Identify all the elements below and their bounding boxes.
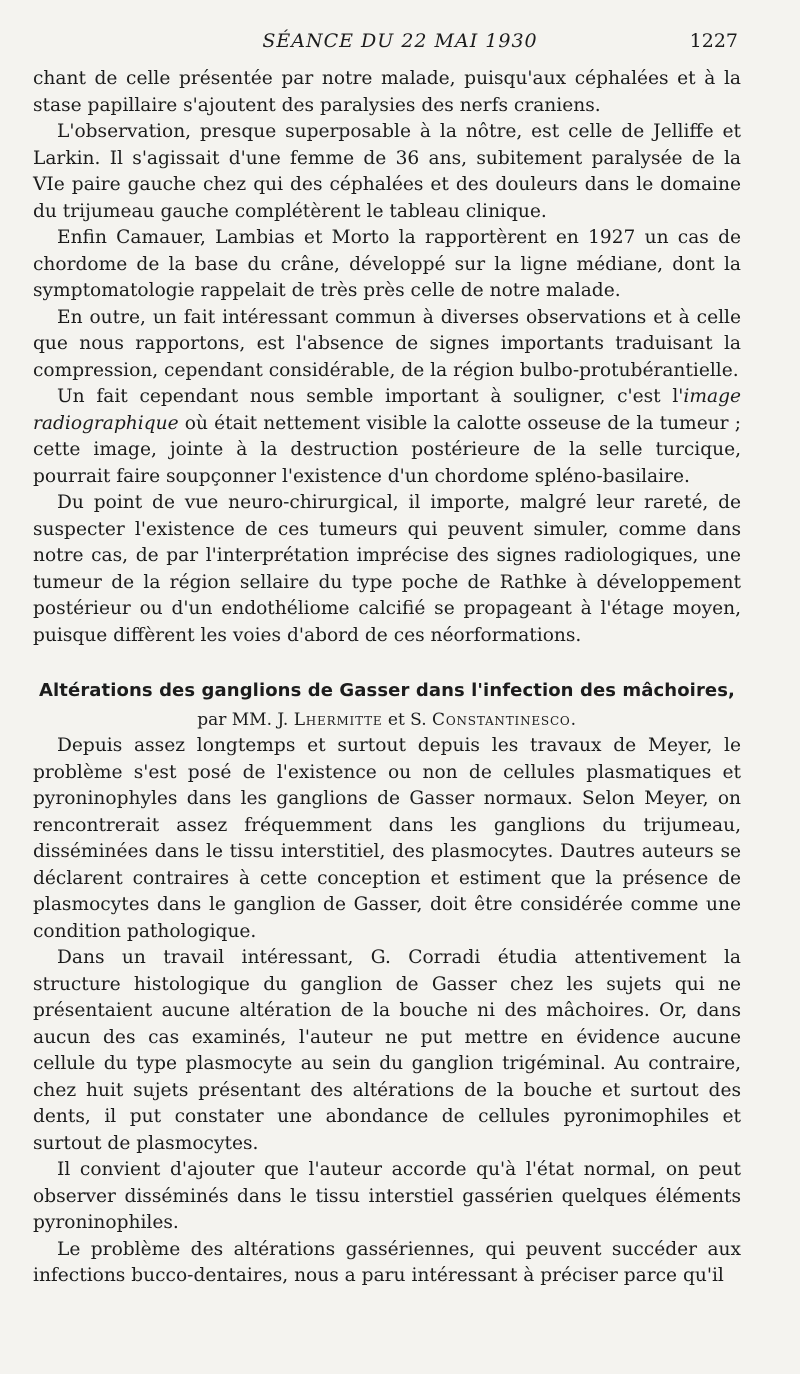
author-name: Lhermitte [293,709,383,730]
paragraph: Dans un travail intéressant, G. Corradi étudia attentivement la structure histologique du ganglion de Gasser chez les sujets qui ne présentaient aucune altération de la bouche ni des mâchoires. Or, dans aucun des cas examinés, l'auteur ne put mettre en évidence aucune cellule du type plasmocyte au sein du ganglion trigéminal. Au contraire, chez huit sujets présentant des altérations de la bouche et surtout des dents, il put constater une abondance de cellules pyronimophiles et surtout de plasmocytes. [33,947,741,1154]
text-run: Un fait cependant nous semble important à souligner, c'est l' [57,386,684,407]
paragraph: Le problème des altérations gassériennes, qui peuvent succéder aux infections bucco-dentaires, nous a paru intéressant à préciser parce qu'il [33,1238,741,1286]
paragraph: chant de celle présentée par notre malade, puisqu'aux céphalées et à la stase papillaire s'ajoutent des paralysies des nerfs craniens. [33,68,741,116]
paragraph: Enfin Camauer, Lambias et Morto la rapportèrent en 1927 un cas de chordome de la base du crâne, développé sur la ligne médiane, dont la symptomatologie rappelait de très près celle de notre malade. [33,227,741,301]
paragraph: En outre, un fait intéressant commun à diverses observations et à celle que nous rapportons, est l'absence de signes importants traduisant la compression, cependant considérable, de la région bulbo-protubérantielle. [33,306,741,381]
paragraph: Depuis assez longtemps et surtout depuis les travaux de Meyer, le problème s'est posé de l'existence ou non de cellules plasmatiques et pyroninophyles dans les ganglions de Gasser normaux. Selon Meyer, on rencontrerait assez fréquemment dans les ganglions du trijumeau, disséminées dans le tissu interstitiel, des plasmocytes. Dautres auteurs se déclarent contraires à cette conception et estiment que la présence de plasmocytes dans le ganglion de Gasser, doit être considérée comme une condition pathologique. [33,735,741,942]
running-header [0,30,800,54]
text-run: où était nettement visible la calotte osseuse de la tumeur ; cette image, jointe à la destruction postérieure de la selle turcique, pourrait faire soupçonner l'existence d'un chordome spléno-basilaire. [33,412,741,487]
article [33,678,741,1290]
article-title: Altérations des ganglions de Gasser dans l'infection des mâchoires, [39,680,735,701]
paragraph: L'observation, presque superposable à la nôtre, est celle de Jelliffe et Larkin. Il s'agissait d'une femme de 36 ans, subitement paralysée de la VIe paire gauche chez qui des céphalées et des douleurs dans le domaine du trijumeau gauche complétèrent le tableau clinique. [33,121,741,222]
header-title: SÉANCE DU 22 MAI 1930 [262,30,538,52]
paragraph: Il convient d'ajouter que l'auteur accorde qu'à l'état normal, on peut observer disséminés dans le tissu interstiel gassérien quelques éléments pyroninophiles. [33,1159,741,1233]
emphasis: image radiographique [33,386,741,434]
byline-middle: et S. [387,709,427,730]
paragraph-radiographic [33,384,741,490]
byline [33,707,741,734]
byline-prefix: par MM. J. [197,709,289,730]
page-number: 1227 [689,30,738,52]
paragraph: Du point de vue neuro-chirurgical, il importe, malgré leur rareté, de suspecter l'existence de ces tumeurs qui peuvent simuler, comme dans notre cas, de par l'interprétation imprécise des signes radiologiques, une tumeur de la région sellaire du type poche de Rathke à développement postérieur ou d'un endothéliome calcifié se propageant à l'étage moyen, puisque diffèrent les voies d'abord de ces néorformations. [33,492,741,646]
author-name: Constantinesco. [432,709,577,730]
previous-article-text [33,66,741,649]
